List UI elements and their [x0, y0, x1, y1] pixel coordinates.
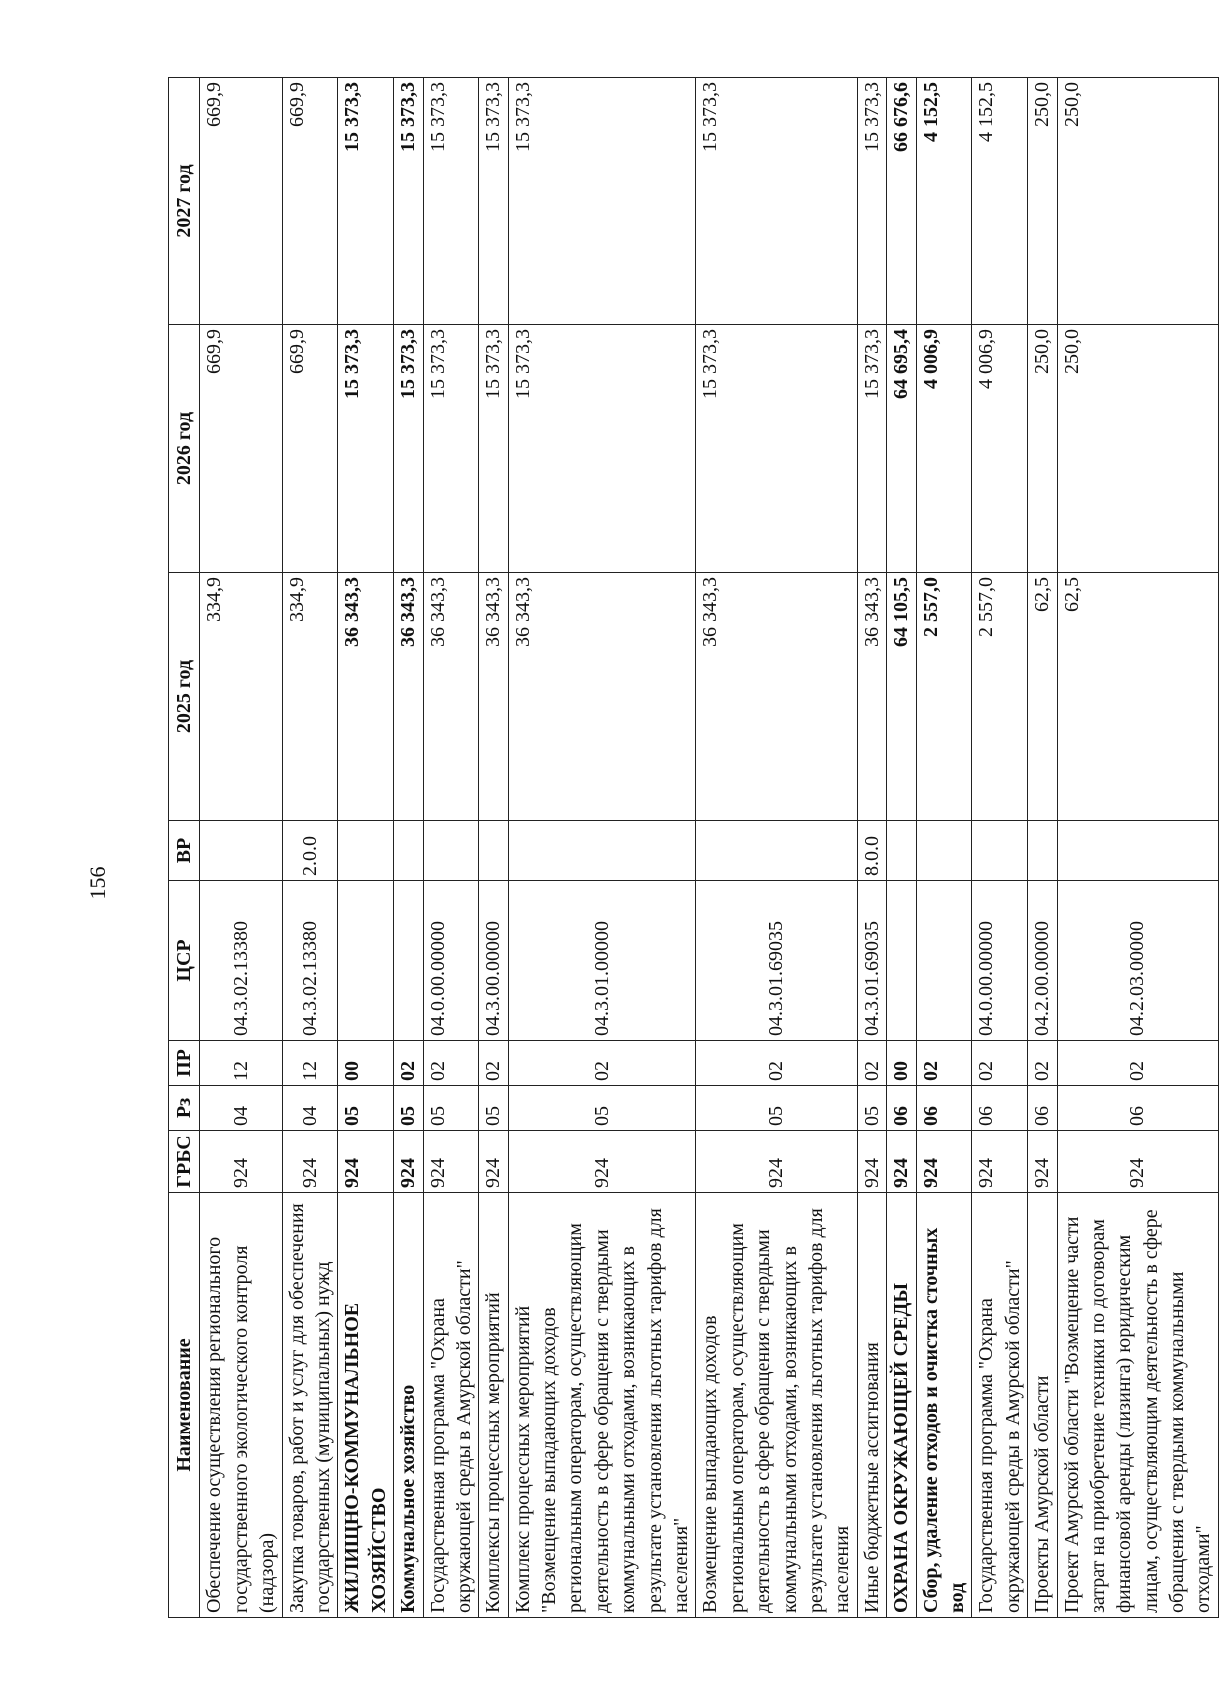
row-2027: 4 152,5: [916, 78, 972, 325]
row-csr: [394, 881, 423, 1041]
row-grbs: 924: [282, 1131, 338, 1193]
row-name: Сбор, удаление отходов и очистка сточных вод: [916, 1193, 972, 1618]
header-row: [169, 78, 200, 1618]
row-2027: 15 373,3: [394, 78, 423, 325]
row-2027: 250,0: [1028, 78, 1057, 325]
row-name: Иные бюджетные ассигнования: [857, 1193, 886, 1618]
row-2025: 62,5: [1057, 573, 1218, 821]
row-grbs: 924: [338, 1131, 394, 1193]
row-vr: [916, 821, 972, 881]
row-2025: 36 343,3: [338, 573, 394, 821]
row-rz: 06: [1028, 1086, 1057, 1131]
row-rz: 06: [916, 1086, 972, 1131]
table-row: [423, 78, 479, 1618]
budget-table: [168, 77, 1219, 1618]
row-pr: 02: [696, 1041, 857, 1086]
row-2025: 334,9: [200, 573, 282, 821]
row-2027: 15 373,3: [479, 78, 508, 325]
row-name: Комплекс процессных мероприятий "Возмещение выпадающих доходов региональным операторам, осуществляющим деятельность в сфере обращения с твердыми коммунальными отходами, возникающих в результате установления льготных тарифов для населения": [508, 1193, 696, 1618]
row-2026: 15 373,3: [479, 325, 508, 573]
row-2027: 15 373,3: [857, 78, 886, 325]
row-rz: 06: [1057, 1086, 1218, 1131]
row-rz: 05: [479, 1086, 508, 1131]
row-name: Коммунальное хозяйство: [394, 1193, 423, 1618]
row-csr: [338, 881, 394, 1041]
table-row: [696, 78, 857, 1618]
row-vr: [887, 821, 916, 881]
header-csr: ЦСР: [169, 881, 200, 1041]
row-2026: 669,9: [282, 325, 338, 573]
row-name: Комплексы процессных мероприятий: [479, 1193, 508, 1618]
row-2025: 2 557,0: [972, 573, 1028, 821]
header-vr: ВР: [169, 821, 200, 881]
row-2026: 250,0: [1028, 325, 1057, 573]
table-row: [1028, 78, 1057, 1618]
row-name: Закупка товаров, работ и услуг для обеспечения государственных (муниципальных) нужд: [282, 1193, 338, 1618]
row-csr: 04.3.02.13380: [200, 881, 282, 1041]
row-2027: 15 373,3: [696, 78, 857, 325]
row-pr: 02: [916, 1041, 972, 1086]
row-vr: [508, 821, 696, 881]
row-grbs: 924: [857, 1131, 886, 1193]
row-2025: 36 343,3: [857, 573, 886, 821]
rotated-table-wrapper: [168, 78, 1215, 1618]
row-pr: 02: [423, 1041, 479, 1086]
row-2027: 15 373,3: [338, 78, 394, 325]
row-2025: 62,5: [1028, 573, 1057, 821]
table-row: [916, 78, 972, 1618]
row-2026: 15 373,3: [696, 325, 857, 573]
row-2026: 64 695,4: [887, 325, 916, 573]
row-vr: [479, 821, 508, 881]
row-2025: 334,9: [282, 573, 338, 821]
row-pr: 00: [887, 1041, 916, 1086]
row-rz: 05: [508, 1086, 696, 1131]
row-2025: 64 105,5: [887, 573, 916, 821]
header-grbs: ГРБС: [169, 1131, 200, 1193]
row-2027: 15 373,3: [508, 78, 696, 325]
row-csr: 04.3.01.69035: [857, 881, 886, 1041]
row-2026: 15 373,3: [423, 325, 479, 573]
row-2027: 669,9: [282, 78, 338, 325]
row-name: Возмещение выпадающих доходов региональным операторам, осуществляющим деятельность в сфере обращения с твердыми коммунальными отходами, возникающих в результате установления льготных тарифов для населения: [696, 1193, 857, 1618]
table-row: [1057, 78, 1218, 1618]
row-grbs: 924: [479, 1131, 508, 1193]
row-rz: 05: [394, 1086, 423, 1131]
row-grbs: 924: [972, 1131, 1028, 1193]
row-csr: 04.2.00.00000: [1028, 881, 1057, 1041]
row-2026: 4 006,9: [916, 325, 972, 573]
row-rz: 06: [972, 1086, 1028, 1131]
row-csr: 04.0.00.00000: [423, 881, 479, 1041]
row-2025: 36 343,3: [479, 573, 508, 821]
row-pr: 02: [479, 1041, 508, 1086]
row-grbs: 924: [1057, 1131, 1218, 1193]
row-rz: 04: [200, 1086, 282, 1131]
row-rz: 05: [423, 1086, 479, 1131]
row-2026: 15 373,3: [394, 325, 423, 573]
row-2026: 15 373,3: [857, 325, 886, 573]
row-name: Обеспечение осуществления регионального государственного экологического контроля (надзора): [200, 1193, 282, 1618]
row-2026: 4 006,9: [972, 325, 1028, 573]
row-2025: 36 343,3: [394, 573, 423, 821]
row-csr: [887, 881, 916, 1041]
row-vr: [1057, 821, 1218, 881]
row-csr: 04.3.01.00000: [508, 881, 696, 1041]
header-pr: ПР: [169, 1041, 200, 1086]
row-2027: 669,9: [200, 78, 282, 325]
table-row: [508, 78, 696, 1618]
row-pr: 02: [508, 1041, 696, 1086]
header-2027: 2027 год: [169, 78, 200, 325]
row-grbs: 924: [696, 1131, 857, 1193]
row-2027: 250,0: [1057, 78, 1218, 325]
row-vr: [423, 821, 479, 881]
row-grbs: 924: [394, 1131, 423, 1193]
row-vr: 8.0.0: [857, 821, 886, 881]
row-grbs: 924: [423, 1131, 479, 1193]
row-name: ОХРАНА ОКРУЖАЮЩЕЙ СРЕДЫ: [887, 1193, 916, 1618]
row-pr: 02: [1057, 1041, 1218, 1086]
row-vr: [338, 821, 394, 881]
row-2026: 250,0: [1057, 325, 1218, 573]
row-name: Государственная программа "Охрана окружающей среды в Амурской области": [972, 1193, 1028, 1618]
row-2025: 36 343,3: [696, 573, 857, 821]
row-2025: 36 343,3: [423, 573, 479, 821]
row-2027: 15 373,3: [423, 78, 479, 325]
row-2027: 66 676,6: [887, 78, 916, 325]
table-row: [338, 78, 394, 1618]
table-row: [200, 78, 282, 1618]
row-pr: 02: [857, 1041, 886, 1086]
row-name: ЖИЛИЩНО-КОММУНАЛЬНОЕ ХОЗЯЙСТВО: [338, 1193, 394, 1618]
row-2026: 669,9: [200, 325, 282, 573]
row-grbs: 924: [1028, 1131, 1057, 1193]
row-2025: 36 343,3: [508, 573, 696, 821]
table-row: [394, 78, 423, 1618]
row-vr: [972, 821, 1028, 881]
row-rz: 06: [887, 1086, 916, 1131]
row-rz: 05: [857, 1086, 886, 1131]
header-2025: 2025 год: [169, 573, 200, 821]
row-rz: 04: [282, 1086, 338, 1131]
header-name: Наименование: [169, 1193, 200, 1618]
header-2026: 2026 год: [169, 325, 200, 573]
row-rz: 05: [696, 1086, 857, 1131]
row-grbs: 924: [916, 1131, 972, 1193]
table-row: [479, 78, 508, 1618]
row-vr: [1028, 821, 1057, 881]
row-2025: 2 557,0: [916, 573, 972, 821]
row-pr: 12: [200, 1041, 282, 1086]
row-vr: [200, 821, 282, 881]
row-pr: 02: [972, 1041, 1028, 1086]
row-rz: 05: [338, 1086, 394, 1131]
table-row: [887, 78, 916, 1618]
row-grbs: 924: [508, 1131, 696, 1193]
row-pr: 12: [282, 1041, 338, 1086]
row-csr: 04.3.00.00000: [479, 881, 508, 1041]
page-number: 156: [85, 866, 110, 900]
row-vr: [696, 821, 857, 881]
row-csr: [916, 881, 972, 1041]
row-vr: 2.0.0: [282, 821, 338, 881]
row-grbs: 924: [200, 1131, 282, 1193]
row-2026: 15 373,3: [338, 325, 394, 573]
row-2027: 4 152,5: [972, 78, 1028, 325]
row-pr: 00: [338, 1041, 394, 1086]
row-csr: 04.3.01.69035: [696, 881, 857, 1041]
row-pr: 02: [1028, 1041, 1057, 1086]
row-name: Проекты Амурской области: [1028, 1193, 1057, 1618]
row-name: Государственная программа "Охрана окружающей среды в Амурской области": [423, 1193, 479, 1618]
row-csr: 04.3.02.13380: [282, 881, 338, 1041]
row-name: Проект Амурской области "Возмещение части затрат на приобретение техники по договорам финансовой аренды (лизинга) юридическим лицам, осуществляющим деятельность в сфере обращения с твердыми коммунальными отходами": [1057, 1193, 1218, 1618]
table-row: [857, 78, 886, 1618]
header-rz: Рз: [169, 1086, 200, 1131]
table-row: [972, 78, 1028, 1618]
row-vr: [394, 821, 423, 881]
row-2026: 15 373,3: [508, 325, 696, 573]
row-grbs: 924: [887, 1131, 916, 1193]
row-csr: 04.0.00.00000: [972, 881, 1028, 1041]
row-pr: 02: [394, 1041, 423, 1086]
row-csr: 04.2.03.00000: [1057, 881, 1218, 1041]
table-row: [282, 78, 338, 1618]
